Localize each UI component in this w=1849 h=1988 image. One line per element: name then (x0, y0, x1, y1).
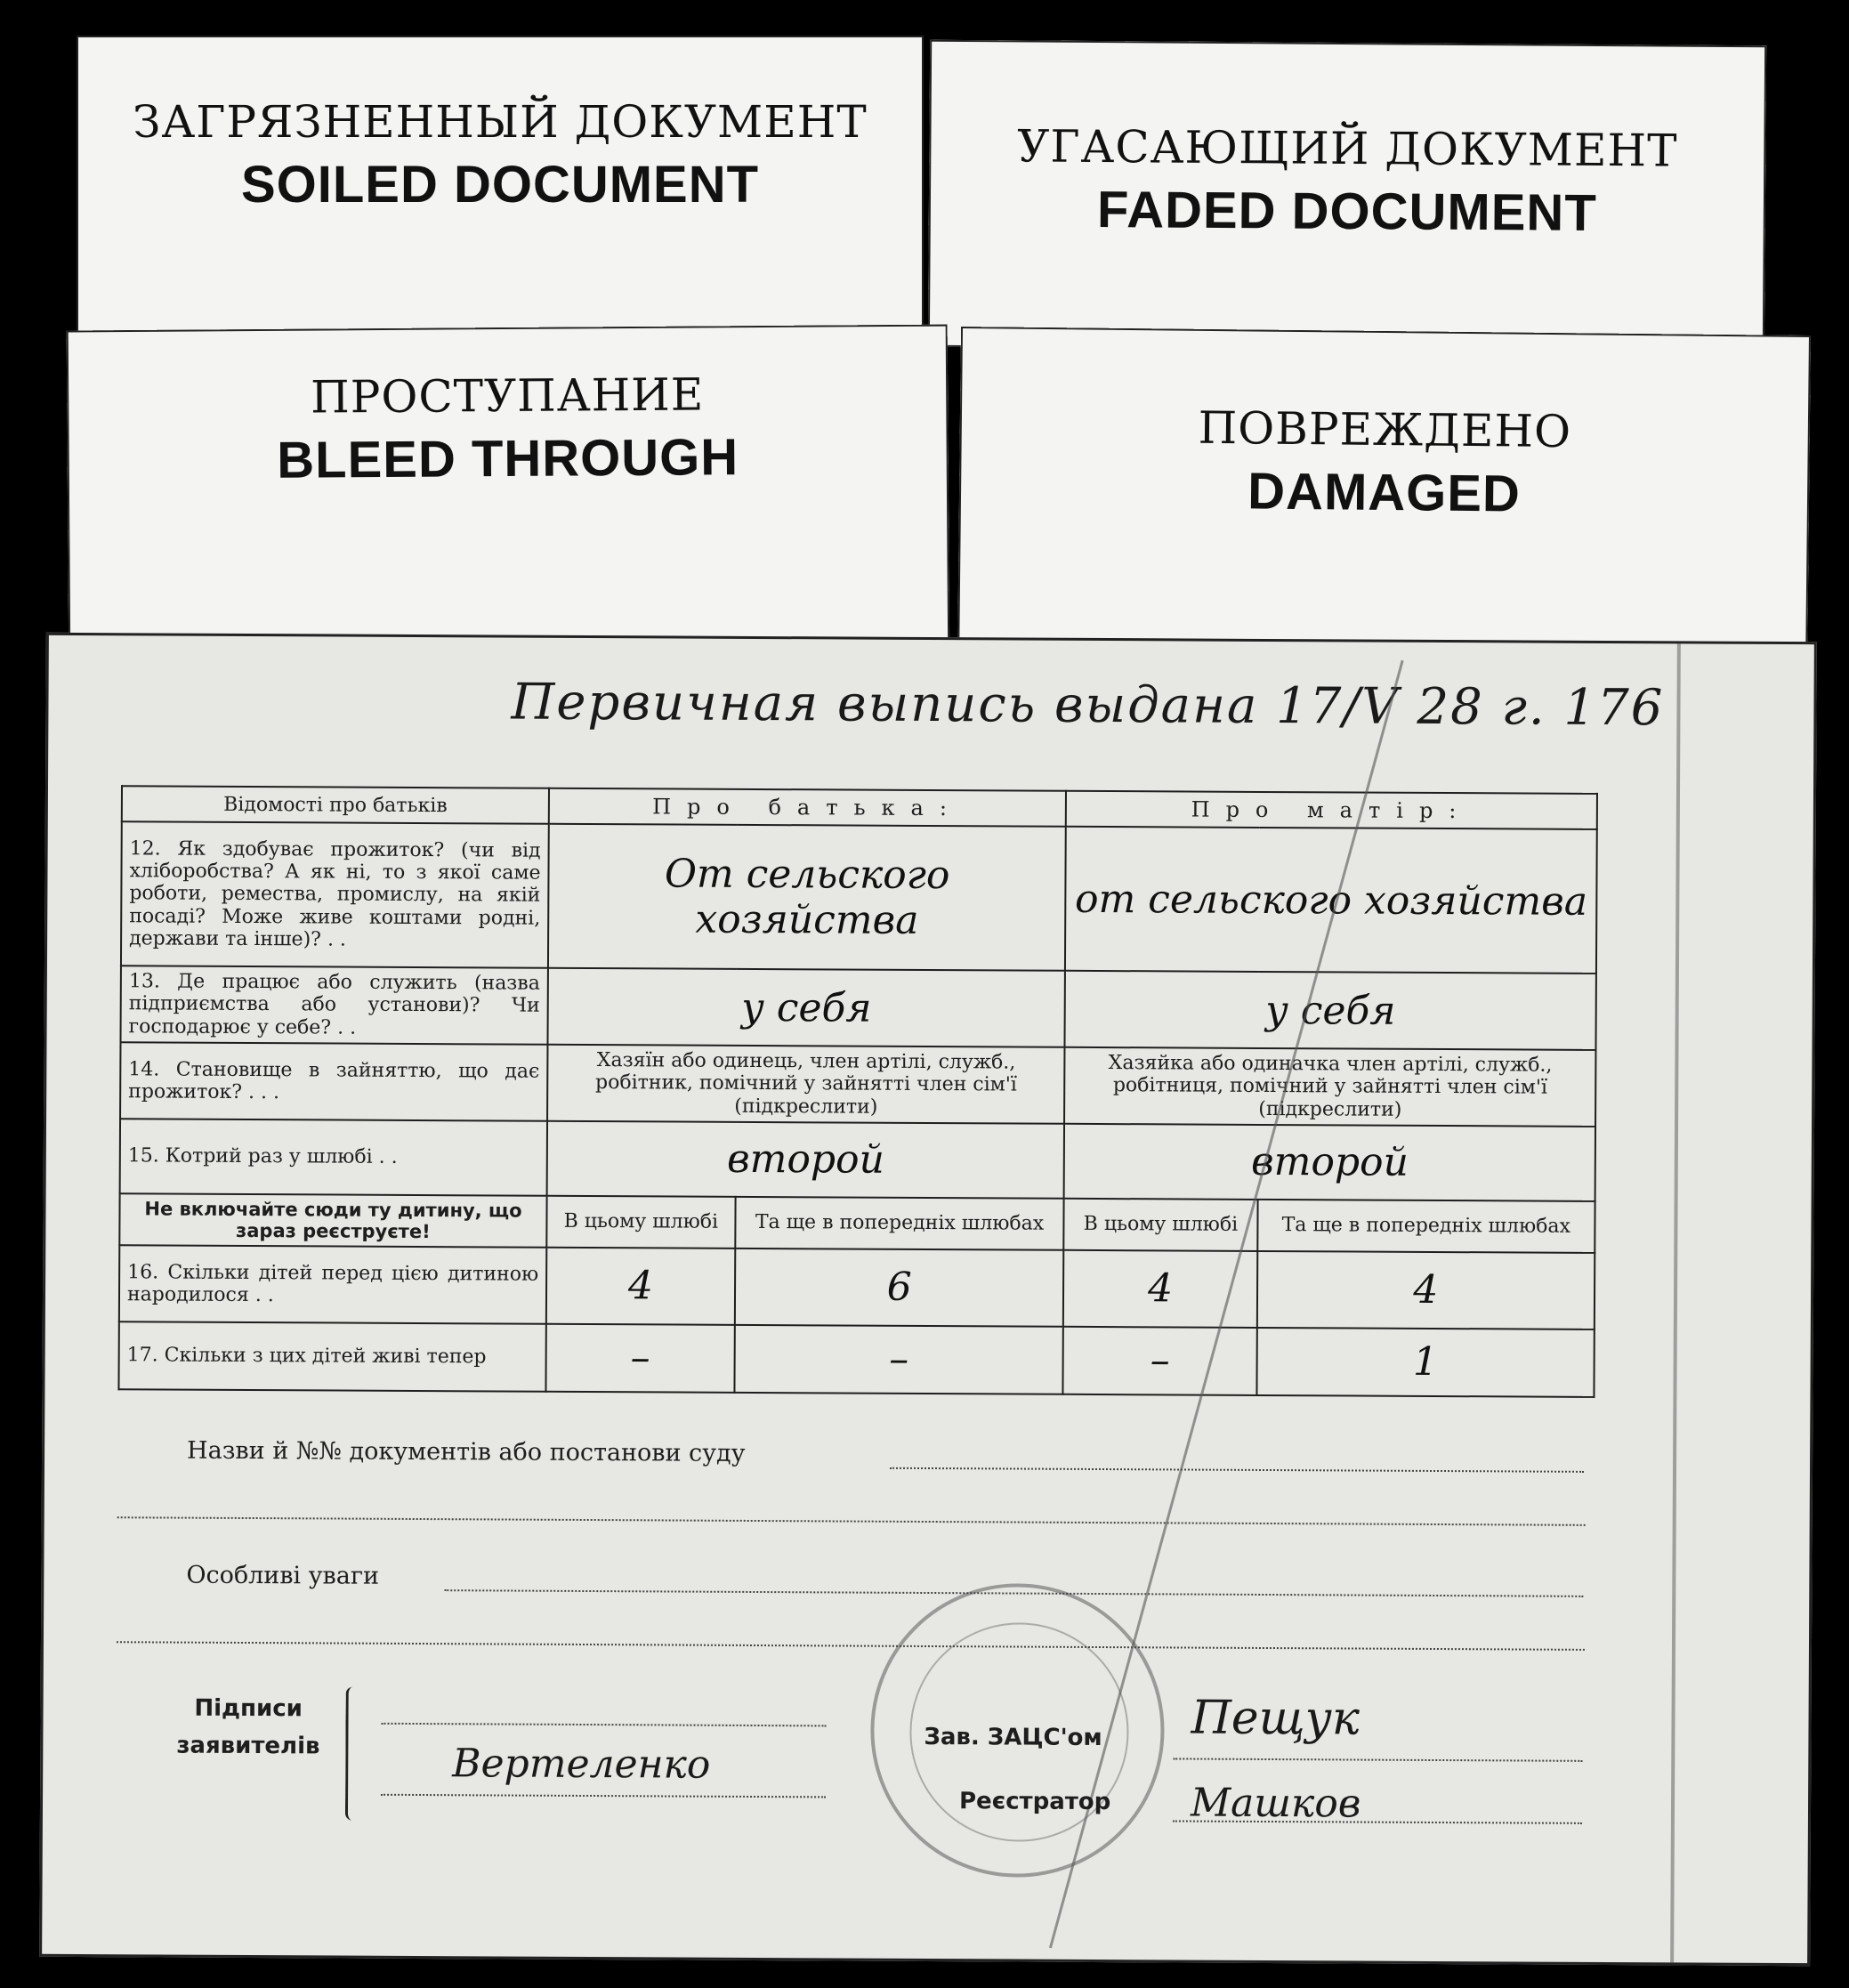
row15-father-value: второй (547, 1121, 1065, 1199)
row16-label: 16. Скільки дітей перед цією дитиною народилося . . (119, 1245, 546, 1324)
head-registry-label: Зав. ЗАЦС'ом (924, 1723, 1102, 1752)
row15-mother-value: второй (1064, 1124, 1595, 1201)
header-parents-info: Відомості про батьків (122, 786, 549, 824)
row16-mother-current: 4 (1063, 1250, 1257, 1328)
damaged-ru-label: ПОВРЕЖДЕНО (1198, 401, 1572, 458)
parents-info-table (117, 785, 1598, 1398)
applicant-signature: Вертеленко (452, 1741, 711, 1788)
head-signature-line (1173, 1758, 1582, 1761)
row17-father-current: – (545, 1324, 734, 1393)
faded-ru-label: УГАСАЮЩИЙ ДОКУМЕНТ (1017, 120, 1678, 177)
row14-father-options: Хазяїн або одинець, член артілі, служб., робітник, помічний у зайнятті член сім'ї (підкреслити) (547, 1045, 1065, 1124)
documents-label: Назви й №№ документів або постанови суду (187, 1436, 746, 1467)
header-about-father: Про батька: (549, 788, 1067, 827)
row17-mother-previous: 1 (1256, 1328, 1595, 1397)
faded-en-label: FADED DOCUMENT (1096, 181, 1597, 242)
soiled-en-label: SOILED DOCUMENT (240, 156, 760, 214)
page-edge-strip (1670, 643, 1681, 1966)
row14-label: 14. Становище в зайняттю, що дає прожиток? . . . (120, 1042, 547, 1120)
row12-father-value: От сельского хозяйства (548, 824, 1066, 971)
father-previous-marriages-header: Та ще в попередніх шлюбах (735, 1197, 1064, 1250)
row17-father-previous: – (734, 1325, 1063, 1394)
soiled-document-card (77, 36, 924, 343)
row17-mother-current: – (1063, 1327, 1257, 1395)
remarks-dotted-line-2 (117, 1641, 1585, 1651)
faded-document-card (928, 40, 1766, 353)
table-row (120, 1119, 1595, 1201)
table-row (119, 1193, 1595, 1253)
table-row (121, 821, 1597, 974)
row15-label: 15. Котрий раз у шлюбі . . (120, 1119, 547, 1196)
bleed-en-label: BLEED THROUGH (277, 428, 739, 489)
registrar-signature: Машков (1190, 1780, 1361, 1827)
signature-dotted-line-1 (381, 1723, 826, 1727)
bleed-ru-label: ПРОСТУПАНИЕ (310, 368, 705, 424)
row13-label: 13. Де працює або служить (назва підприємства або установи)? Чи господарює у себе? . . (120, 966, 547, 1045)
mother-previous-marriages-header: Та ще в попередніх шлюбах (1257, 1200, 1595, 1253)
row13-father-value: у себя (547, 968, 1065, 1047)
damaged-en-label: DAMAGED (1247, 462, 1522, 523)
registrar-label: Реєстратор (958, 1788, 1111, 1816)
children-note-label: Не включайте сюди ту дитину, що зараз реєструєте! (119, 1193, 546, 1248)
row13-mother-value: у себя (1065, 971, 1596, 1050)
table-row (118, 1321, 1594, 1397)
documents-dotted-line-2 (117, 1516, 1586, 1526)
row16-father-current: 4 (546, 1248, 735, 1325)
row12-label: 12. Як здобуває прожиток? (чи від хліборобства? А як ні, то з якої саме роботи, ремества, промислу, на якій посаді? Може живе коштами родні, держави та інше)? . . (121, 821, 549, 968)
soiled-ru-label: ЗАГРЯЗНЕННЫЙ ДОКУМЕНТ (133, 96, 868, 148)
mother-current-marriage-header: В цьому шлюбі (1064, 1199, 1258, 1251)
signatures-label-line1: Підписи (194, 1694, 303, 1723)
row12-mother-value: от сельского хозяйства (1065, 827, 1596, 974)
signature-dotted-line-2 (381, 1794, 826, 1798)
documents-dotted-line (890, 1467, 1584, 1473)
row16-father-previous: 6 (735, 1249, 1064, 1327)
row17-label: 17. Скільки з цих дітей живі тепер (118, 1321, 545, 1392)
table-row (119, 1245, 1595, 1329)
row16-mother-previous: 4 (1256, 1251, 1595, 1329)
row14-mother-options: Хазяйка або одиначка член артілі, служб., робітниця, помічний у зайнятті член сім'ї (підкреслити) (1064, 1047, 1595, 1127)
signatures-label-line2: заявителів (176, 1732, 320, 1760)
remarks-label: Особливі уваги (186, 1561, 380, 1590)
table-row (120, 966, 1595, 1050)
damaged-card (957, 327, 1811, 674)
record-sheet (39, 633, 1817, 1966)
bleed-through-card (67, 325, 950, 669)
father-current-marriage-header: В цьому шлюбі (546, 1196, 735, 1249)
handwritten-issue-note: Первичная выпись выдана 17/V 28 г. 176 (511, 673, 1665, 738)
applicants-signatures-label (176, 1691, 320, 1766)
signature-brace (345, 1687, 360, 1821)
head-signature: Пещук (1191, 1691, 1361, 1746)
table-row (120, 1042, 1595, 1127)
header-about-mother: Про матір: (1066, 791, 1597, 829)
